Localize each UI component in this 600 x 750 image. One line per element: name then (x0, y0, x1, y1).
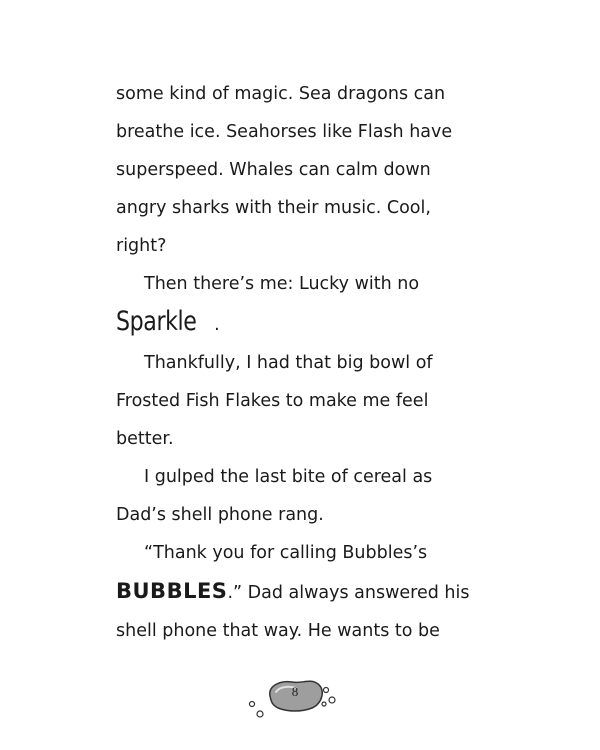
text-line: right? (116, 236, 167, 256)
text-line: “Thank you for calling Bubbles’s (144, 543, 428, 563)
bubbles-line (116, 572, 476, 612)
text-line: superspeed. Whales can calm down (116, 160, 431, 180)
sparkle-word: Sparkle (116, 306, 197, 337)
text-line: some kind of magic. Sea dragons can (116, 84, 446, 104)
text-line: Frosted Fish Flakes to make me feel (116, 391, 429, 411)
page-number: 8 (291, 684, 299, 699)
bubbles-line-rest: .” Dad always answered his (227, 583, 470, 603)
text-line: I gulped the last bite of cereal as (144, 467, 433, 487)
text-line: shell phone that way. He wants to be (116, 621, 440, 641)
sparkle-period: . (214, 315, 220, 335)
page-number-badge (240, 670, 360, 730)
text-line: angry sharks with their music. Cool, (116, 198, 431, 218)
bubbles-word: BUBBLES (116, 579, 228, 603)
text-line: Dad’s shell phone rang. (116, 505, 324, 525)
text-line: better. (116, 429, 174, 449)
body-text (116, 75, 476, 650)
text-line: breathe ice. Seahorses like Flash have (116, 122, 453, 142)
text-line: Then there’s me: Lucky with no (144, 274, 420, 294)
sparkle-line (116, 303, 476, 344)
pebble-icon (240, 670, 360, 730)
text-line: Thankfully, I had that big bowl of (144, 353, 433, 373)
